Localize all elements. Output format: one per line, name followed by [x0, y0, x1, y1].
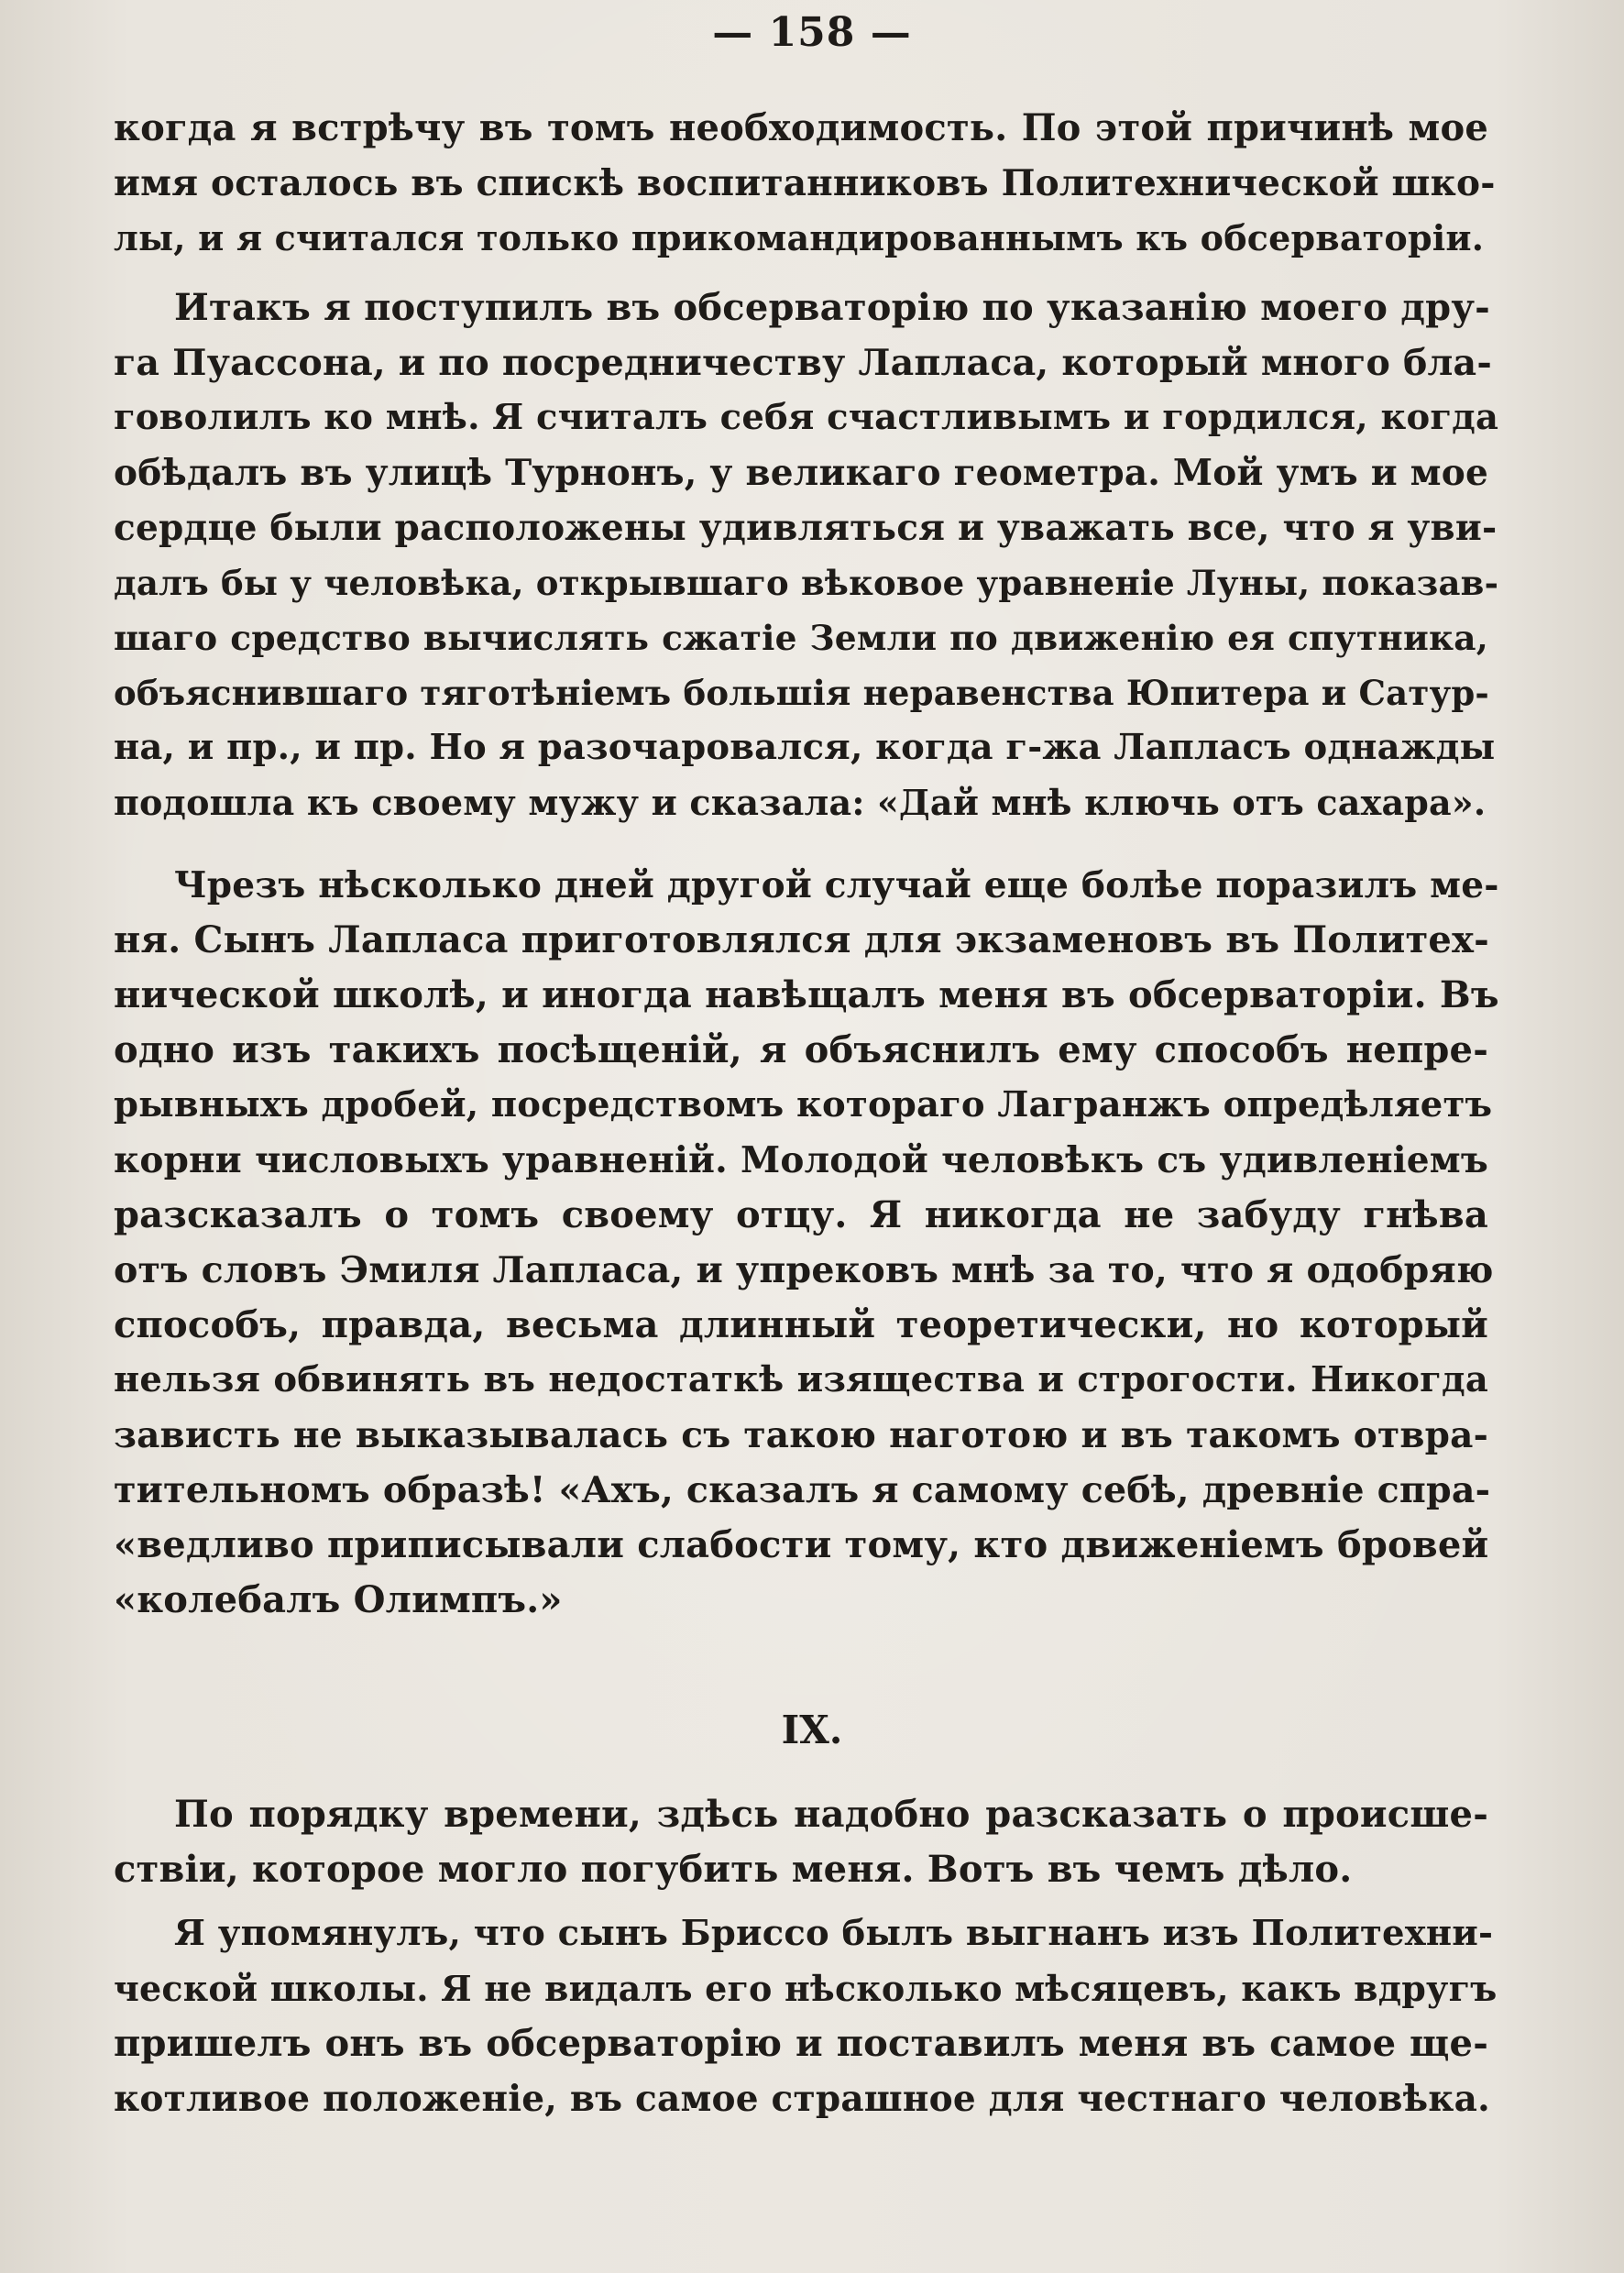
- paragraph-2: [114, 280, 1499, 830]
- text-line: одно изъ такихъ посѣщеній, я объяснилъ ему способъ непре-: [114, 1028, 1488, 1071]
- text-line: на, и пр., и пр. Но я разочаровался, когда г-жа Лапласъ однажды: [114, 727, 1496, 768]
- text-line: Чрезъ нѣсколько дней другой случай еще болѣе поразилъ ме-: [174, 864, 1499, 906]
- text-line: ствіи, которое могло погубить меня. Вотъ въ чемъ дѣло.: [114, 1848, 1353, 1891]
- page-number: — 158 —: [712, 9, 912, 56]
- text-line: Итакъ я поступилъ въ обсерваторію по указанію моего дру-: [174, 286, 1490, 329]
- text-line: тительномъ образѣ! «Ахъ, сказалъ я самому себѣ, древніе спра-: [114, 1469, 1491, 1511]
- text-line: шаго средство вычислять сжатіе Земли по движенію ея спутника,: [114, 618, 1488, 658]
- text-line: ня. Сынъ Лапласа приготовлялся для экзаменовъ въ Политех-: [114, 918, 1489, 961]
- text-line: отъ словъ Эмиля Лапласа, и упрековъ мнѣ за то, что я одобряю: [114, 1249, 1494, 1291]
- section-paragraph-1: [114, 1787, 1488, 1897]
- text-line: нической школѣ, и иногда навѣщалъ меня въ обсерваторіи. Въ: [114, 973, 1499, 1016]
- text-line: способъ, правда, весьма длинный теоретически, но который: [114, 1303, 1488, 1346]
- text-line: пришелъ онъ въ обсерваторію и поставилъ меня въ самое ще-: [114, 2022, 1488, 2065]
- text-line: обѣдалъ въ улицѣ Турнонъ, у великаго геометра. Мой умъ и мое: [114, 452, 1488, 494]
- text-line: когда я встрѣчу въ томъ необходимость. По этой причинѣ мое: [114, 106, 1488, 149]
- paragraph-1: [114, 101, 1496, 266]
- text-line: Я упомянулъ, что сынъ Бриссо былъ выгнанъ изъ Политехни-: [174, 1913, 1494, 1954]
- text-line: га Пуассона, и по посредничеству Лапласа, который много бла-: [114, 342, 1492, 384]
- text-line: лы, и я считался только прикомандированнымъ къ обсерваторіи.: [114, 217, 1485, 258]
- text-line: По порядку времени, здѣсь надобно разсказать о происше-: [174, 1793, 1488, 1836]
- text-line: ческой школы. Я не видалъ его нѣсколько мѣсяцевъ, какъ вдругъ: [114, 1968, 1498, 2009]
- text-line: говолилъ ко мнѣ. Я считалъ себя счастливымъ и гордился, когда: [114, 397, 1499, 438]
- text-line: зависть не выказывалась съ такою наготою и въ такомъ отвра-: [114, 1414, 1488, 1456]
- section-paragraph-2: [114, 1906, 1498, 2126]
- section-heading: IX.: [781, 1707, 843, 1752]
- text-line: подошла къ своему мужу и сказала: «Дай мнѣ ключь отъ сахара».: [114, 782, 1487, 823]
- text-line: разсказалъ о томъ своему отцу. Я никогда не забуду гнѣва: [114, 1193, 1488, 1236]
- text-line: рывныхъ дробей, посредствомъ котораго Лагранжъ опредѣляетъ: [114, 1084, 1493, 1126]
- text-line: далъ бы у человѣка, открывшаго вѣковое уравненіе Луны, показав-: [114, 563, 1499, 603]
- text-line: имя осталось въ спискѣ воспитанниковъ Политехнической шко-: [114, 162, 1496, 204]
- text-line: объяснившаго тяготѣніемъ большія неравенства Юпитера и Сатур-: [114, 673, 1489, 713]
- text-line: «ведливо приписывали слабости тому, кто движеніемъ бровей: [114, 1523, 1489, 1566]
- text-line: корни числовыхъ уравненій. Молодой человѣкъ съ удивленіемъ: [114, 1139, 1488, 1181]
- paragraph-3: [114, 858, 1499, 1628]
- text-line: сердце были расположены удивляться и уважать все, что я уви-: [114, 507, 1498, 549]
- text-line: нельзя обвинять въ недостаткѣ изящества и строгости. Никогда: [114, 1359, 1488, 1400]
- text-line: «колебалъ Олимпъ.»: [114, 1578, 563, 1621]
- text-line: котливое положеніе, въ самое страшное для честнаго человѣка.: [114, 2078, 1490, 2120]
